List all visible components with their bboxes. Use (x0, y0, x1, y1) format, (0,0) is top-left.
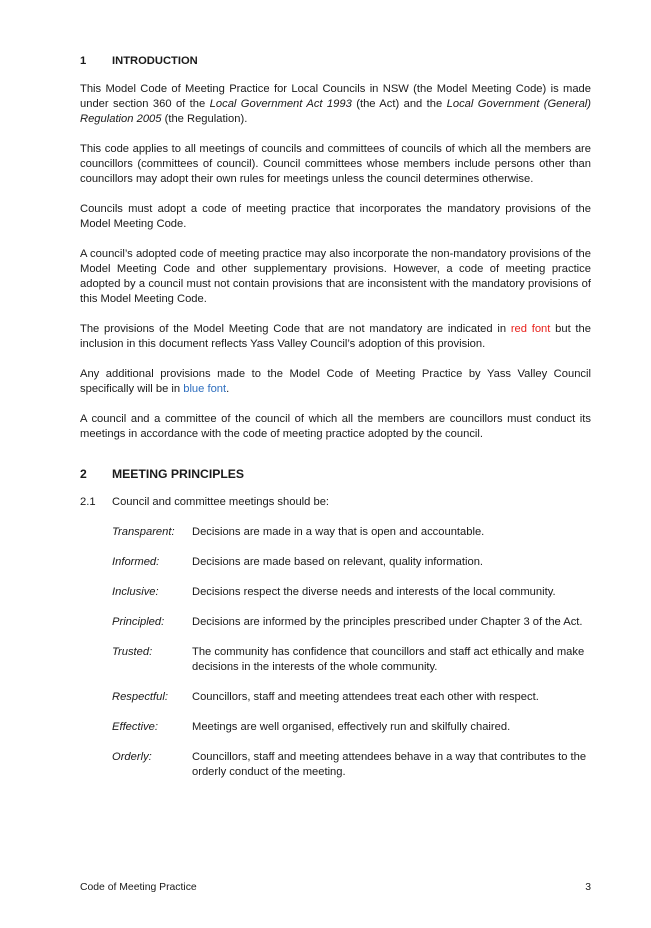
page-number: 3 (585, 882, 591, 893)
text-run: but the inclusion in this document reflects Yass Valley Council’s adoption of this provision. (80, 323, 591, 350)
principle-description: Decisions are made based on relevant, quality information. (192, 556, 484, 568)
principle-item (112, 525, 591, 540)
section-number: 2 (80, 467, 87, 481)
clause-2-1 (80, 495, 591, 510)
principle-item (112, 720, 591, 735)
intro-paragraph-1 (80, 82, 591, 127)
section-title: INTRODUCTION (112, 55, 198, 67)
text-run: (the Act) and the (351, 98, 447, 110)
page-footer (80, 882, 591, 893)
principle-term: Transparent: (112, 526, 175, 538)
principle-description: Meetings are well organised, effectively run and skilfully chaired. (192, 721, 511, 733)
intro-paragraph-6 (80, 367, 591, 397)
intro-paragraph-3: Councils must adopt a code of meeting practice that incorporates the mandatory provisions of the Model Meeting Code. (80, 203, 591, 230)
section-heading-introduction (80, 54, 591, 69)
clause-number: 2.1 (80, 496, 96, 508)
text-run: Any additional provisions made to the Model Code of Meeting Practice by Yass Valley Council specifically will be in (80, 368, 591, 395)
intro-paragraph-2: This code applies to all meetings of councils and committees of councils of which all the members are councillors (committees of council). Council committees whose members include persons other than councillors may adopt their own rules for meetings unless the council determines otherwise. (80, 143, 591, 185)
blue-font-sample: blue font (183, 383, 227, 395)
section-heading-meeting-principles (80, 467, 591, 482)
principle-item (112, 615, 591, 630)
principle-item (112, 645, 591, 675)
intro-paragraph-5 (80, 322, 591, 352)
footer-document-title: Code of Meeting Practice (80, 882, 197, 893)
principle-description: Decisions are made in a way that is open and accountable. (192, 526, 485, 538)
principle-term: Principled: (112, 616, 165, 628)
text-run: . (226, 383, 230, 395)
intro-paragraph-7: A council and a committee of the council of which all the members are councillors must conduct its meetings in accordance with the code of meeting practice adopted by the council. (80, 413, 591, 440)
act-title: Local Government Act 1993 (209, 98, 352, 110)
section-number: 1 (80, 55, 87, 67)
regulation-title: Local Government (General) Regulation 2005 (80, 98, 592, 125)
text-run: This Model Code of Meeting Practice for Local Councils in NSW (the Model Meeting Code) is made under section 360 of the (80, 83, 591, 110)
principle-description: Councillors, staff and meeting attendees treat each other with respect. (192, 691, 539, 703)
principle-term: Informed: (112, 556, 160, 568)
principle-item (112, 690, 591, 705)
principle-item (112, 750, 591, 780)
principle-term: Trusted: (112, 646, 153, 658)
red-font-sample: red font (510, 323, 551, 335)
principle-item (112, 585, 591, 600)
principle-description: The community has confidence that councillors and staff act ethically and make decisions in the interests of the whole community. (192, 646, 585, 673)
text-run: The provisions of the Model Meeting Code that are not mandatory are indicated in (80, 323, 511, 335)
clause-text: Council and committee meetings should be: (112, 496, 330, 508)
principle-term: Effective: (112, 721, 159, 733)
intro-paragraph-4: A council’s adopted code of meeting practice may also incorporate the non-mandatory provisions of the Model Meeting Code and other supplementary provisions. However, a code of meeting practice adopted by a council must not contain provisions that are inconsistent with the mandatory provisions of this Model Meeting Code. (80, 248, 591, 305)
text-run: (the Regulation). (161, 113, 248, 125)
principle-description: Councillors, staff and meeting attendees behave in a way that contributes to the orderly conduct of the meeting. (192, 751, 587, 778)
principle-term: Inclusive: (112, 586, 159, 598)
principle-term: Respectful: (112, 691, 168, 703)
principle-item (112, 555, 591, 570)
section-title: MEETING PRINCIPLES (112, 467, 245, 481)
principle-description: Decisions are informed by the principles prescribed under Chapter 3 of the Act. (192, 616, 583, 628)
principle-term: Orderly: (112, 751, 152, 763)
principle-description: Decisions respect the diverse needs and interests of the local community. (192, 586, 556, 598)
page-content (80, 54, 591, 795)
